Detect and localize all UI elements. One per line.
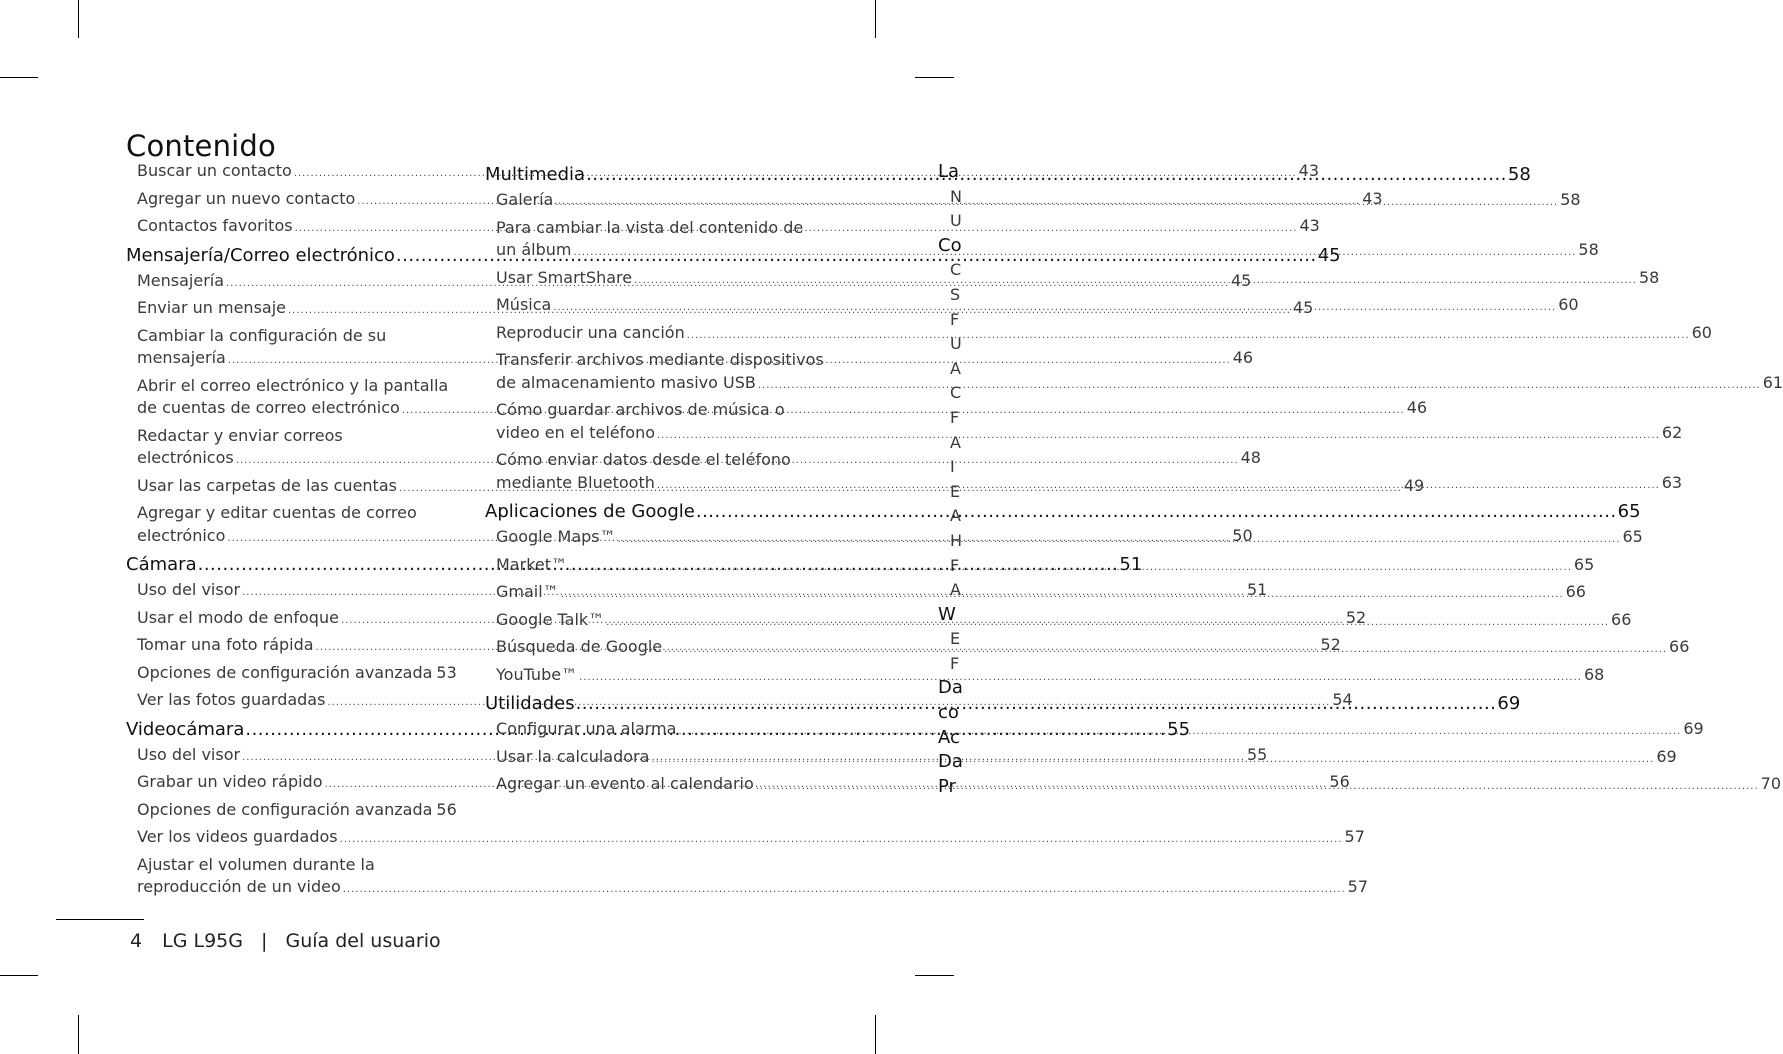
toc-entry-label: Uso del visor: [137, 580, 241, 599]
toc-entry-label: Música: [496, 295, 552, 314]
dot-leader: [586, 163, 1507, 187]
toc-page-number: 48: [1240, 448, 1261, 467]
toc-page-number: 55: [1246, 744, 1268, 764]
toc-entry-label: Galería: [496, 190, 554, 209]
dot-leader: [561, 584, 1564, 607]
dot-leader: [574, 242, 1577, 265]
toc-entry-label: Google Maps™: [496, 527, 616, 546]
toc-entry-fragment: F: [950, 309, 960, 329]
toc-entry-label: Reproducir una canción: [496, 322, 685, 342]
toc-entry-label: electrónico: [137, 525, 226, 545]
toc-page-number: 66: [1611, 609, 1632, 629]
toc-page-number: 62: [1661, 422, 1683, 442]
toc-page-number: 56: [436, 799, 457, 819]
footer-separator: |: [261, 930, 268, 952]
crop-mark: [915, 975, 954, 976]
toc-page-number: 51: [1119, 554, 1143, 575]
dot-leader: [343, 879, 1346, 902]
toc-page-number: 60: [1691, 322, 1712, 342]
toc-page-number: 46: [1232, 348, 1254, 367]
toc-entry-label-line: Ajustar el volumen durante la: [137, 854, 375, 874]
dot-leader: [553, 297, 1556, 320]
dot-leader: [555, 192, 1558, 215]
page-title: Contenido: [126, 129, 276, 164]
toc-page-number: 43: [1298, 161, 1319, 180]
toc-page-number: 50: [1232, 525, 1253, 545]
toc-page-number: 69: [1656, 746, 1677, 766]
toc-section-label: Aplicaciones de Google: [485, 501, 695, 522]
toc-entry-label: Agregar un evento al calendario: [496, 774, 754, 793]
toc-entry-label: Búsqueda de Google: [496, 637, 663, 656]
toc-entry-label-line: Cambiar la configuración de su: [137, 325, 387, 345]
toc-entry-row: [137, 876, 1368, 902]
toc-page-number: 58: [1507, 164, 1531, 185]
dot-leader: [758, 375, 1761, 398]
toc-section-label: Mensajería/Correo electrónico: [126, 244, 395, 266]
toc-page-number: 58: [1560, 190, 1581, 209]
toc-entry-row: [137, 662, 457, 688]
dot-leader: [606, 612, 1609, 635]
toc-section-fragment: Ac: [938, 726, 960, 748]
toc-page-number: 65: [1622, 527, 1643, 546]
toc-entry-label: Usar el modo de enfoque: [137, 607, 339, 627]
toc-page-number: 57: [1344, 827, 1365, 846]
toc-page-number: 57: [1347, 877, 1368, 896]
footer-guide: Guía del usuario: [285, 930, 441, 952]
toc-section-fragment: Co: [938, 234, 962, 256]
toc-entry-label: electrónicos: [137, 448, 234, 467]
toc-page-number: 52: [1345, 607, 1367, 627]
toc-section-fragment: Da: [938, 751, 963, 773]
toc-entry-row: [137, 826, 1365, 852]
toc-entry-fragment: F: [950, 653, 960, 673]
toc-page-number: 63: [1661, 472, 1683, 492]
toc-page-number: 53: [436, 662, 457, 682]
crop-mark: [915, 77, 954, 78]
toc-entry-fragment: A: [950, 506, 961, 526]
toc-entry-row: [496, 322, 1712, 348]
dot-leader: [657, 425, 1660, 448]
toc-entry-row: [137, 799, 457, 825]
toc-entry-fragment: H: [950, 530, 963, 550]
toc-entry: [137, 799, 457, 825]
toc-entry-label: de cuentas de correo electrónico: [137, 398, 400, 417]
toc-page-number: 54: [1332, 690, 1353, 709]
crop-mark: [0, 975, 38, 976]
toc-section-label: Cámara: [126, 554, 197, 575]
toc-entry-label: Buscar un contacto: [137, 161, 292, 180]
toc-entry-label: Grabar un video rápido: [137, 772, 323, 791]
toc-page-number: 69: [1497, 693, 1521, 714]
toc-page-number: 61: [1762, 372, 1783, 392]
toc-entry-label: Gmail™: [496, 582, 559, 601]
toc-page-number: 51: [1246, 580, 1268, 599]
toc-entry-row: [496, 422, 1683, 448]
toc-entry: [137, 826, 1365, 852]
toc-page-number: 65: [1573, 554, 1595, 574]
toc-entry-fragment: U: [950, 334, 962, 354]
toc-page-number: 45: [1317, 244, 1341, 266]
toc-entry-label: un álbum: [496, 240, 572, 259]
toc-section-fragment: Da: [938, 677, 963, 699]
toc-section-label: Videocámara: [126, 718, 245, 740]
toc-entry-label: Market™: [496, 554, 567, 574]
toc-entry-fragment: A: [950, 358, 961, 378]
toc-entry-fragment: F: [950, 555, 960, 575]
toc-page-number: 58: [1638, 267, 1660, 287]
toc-entry-label: Agregar un nuevo contacto: [137, 188, 356, 208]
toc-entry-fragment: A: [950, 580, 961, 600]
toc-entry-label: YouTube™: [496, 664, 578, 684]
toc-entry-fragment: C: [950, 260, 962, 280]
toc-entry-label: Enviar un mensaje: [137, 298, 286, 317]
toc-entry-label: Opciones de configuración avanzada: [137, 799, 433, 819]
toc-page-number: 43: [1299, 216, 1320, 235]
toc-page-number: 45: [1230, 270, 1252, 290]
toc-page-number: 49: [1403, 475, 1425, 495]
toc-entry-label: mensajería: [137, 348, 226, 367]
toc-entry-label: Mensajería: [137, 270, 225, 290]
toc-section-fragment: co: [938, 702, 959, 724]
toc-entry-fragment: A: [950, 432, 961, 452]
toc-entry-label: Ver los videos guardados: [137, 827, 338, 846]
toc-entry-label: Opciones de configuración avanzada: [137, 662, 433, 682]
toc-entry-label: Configurar una alarma: [496, 719, 677, 738]
toc-entry: [137, 854, 1368, 902]
dot-leader: [664, 639, 1667, 662]
dot-leader: [657, 475, 1660, 498]
toc-entry-fragment: I: [950, 457, 955, 477]
toc-entry: [137, 662, 457, 688]
crop-mark: [78, 0, 79, 38]
crop-mark: [78, 1015, 79, 1054]
toc-page-number: 45: [1292, 298, 1314, 317]
toc-entry-label-line: Cómo guardar archivos de música o: [496, 400, 785, 419]
toc-entry-fragment: C: [950, 383, 962, 403]
page-number: 4: [130, 930, 143, 952]
toc-entry-label: video en el teléfono: [496, 422, 655, 442]
toc-entry-label: Contactos favoritos: [137, 216, 293, 235]
toc-page-number: 58: [1578, 240, 1599, 259]
toc-page-number: 52: [1320, 635, 1341, 654]
dot-leader: [579, 667, 1582, 690]
toc-page-number: 56: [1329, 772, 1350, 791]
toc-entry-label: Usar la calculadora: [496, 746, 650, 766]
toc-section-fragment: W: [938, 603, 956, 625]
dot-leader: [634, 270, 1637, 293]
page-footer: [130, 930, 455, 952]
toc-entry-label: Usar las carpetas de las cuentas: [137, 475, 397, 495]
dot-leader: [618, 529, 1621, 552]
toc-entry-fragment: E: [950, 481, 961, 501]
toc-entry-label: Tomar una foto rápida: [137, 635, 314, 654]
toc-section-label: Utilidades: [485, 693, 575, 714]
toc-page-number: 65: [1617, 501, 1641, 522]
footer-model: LG L95G: [162, 930, 243, 952]
toc-page-number: 46: [1406, 398, 1428, 417]
toc-entry-label: Google Talk™: [496, 609, 605, 629]
toc-entry-label-line: Transferir archivos mediante dispositivos: [496, 350, 824, 369]
toc-page-number: 69: [1683, 719, 1704, 738]
toc-entry-fragment: U: [950, 211, 962, 231]
dot-leader: [696, 500, 1617, 524]
toc-entry-label: mediante Bluetooth: [496, 472, 655, 492]
toc-page-number: 55: [1167, 718, 1191, 740]
toc-section-heading: [485, 500, 1641, 524]
dot-leader: [576, 692, 1497, 716]
toc-entry-label: de almacenamiento masivo USB: [496, 372, 756, 392]
crop-mark: [875, 1015, 876, 1054]
toc-entry-label: Usar SmartShare: [496, 267, 633, 287]
toc-section-label: Multimedia: [485, 164, 586, 185]
toc-page-number: 60: [1558, 295, 1579, 314]
crop-mark: [875, 0, 876, 38]
toc-entry-fragment: N: [950, 186, 962, 206]
toc-entry-label: Ver las fotos guardadas: [137, 690, 326, 709]
dot-leader: [687, 325, 1690, 348]
toc-section-fragment: Pr: [938, 775, 956, 797]
toc-entry-label: Uso del visor: [137, 744, 241, 764]
toc-entry-label: reproducción de un video: [137, 877, 341, 896]
toc-column-right-clipped: [938, 160, 978, 799]
toc-page-number: 68: [1583, 664, 1605, 684]
toc-entry-label-line: Abrir el correo electrónico y la pantalla: [137, 375, 449, 395]
dot-leader: [340, 829, 1343, 852]
toc-section-fragment: La: [938, 161, 960, 182]
dot-leader: [569, 557, 1572, 580]
footer-rule: [56, 919, 144, 920]
toc-page-number: 70: [1760, 774, 1781, 793]
dot-leader: [678, 721, 1681, 744]
toc-entry-fragment: F: [950, 407, 960, 427]
dot-leader: [756, 776, 1759, 799]
toc-entry-label-line: Para cambiar la vista del contenido de: [496, 217, 804, 237]
dot-leader: [651, 749, 1654, 772]
toc-entry-label-line: Cómo enviar datos desde el teléfono: [496, 450, 791, 469]
toc-page-number: 43: [1362, 188, 1383, 208]
toc-page-number: 66: [1565, 582, 1586, 601]
toc-entry-fragment: S: [950, 284, 961, 304]
toc-entry-label-line: Redactar y enviar correos: [137, 425, 343, 445]
toc-entry-fragment: E: [950, 629, 961, 649]
toc-entry-row: [496, 372, 1783, 398]
toc-entry: [496, 322, 1712, 348]
toc-page-number: 66: [1669, 637, 1690, 656]
toc-entry-label-line: Agregar y editar cuentas de correo: [137, 503, 417, 522]
crop-mark: [0, 77, 38, 78]
